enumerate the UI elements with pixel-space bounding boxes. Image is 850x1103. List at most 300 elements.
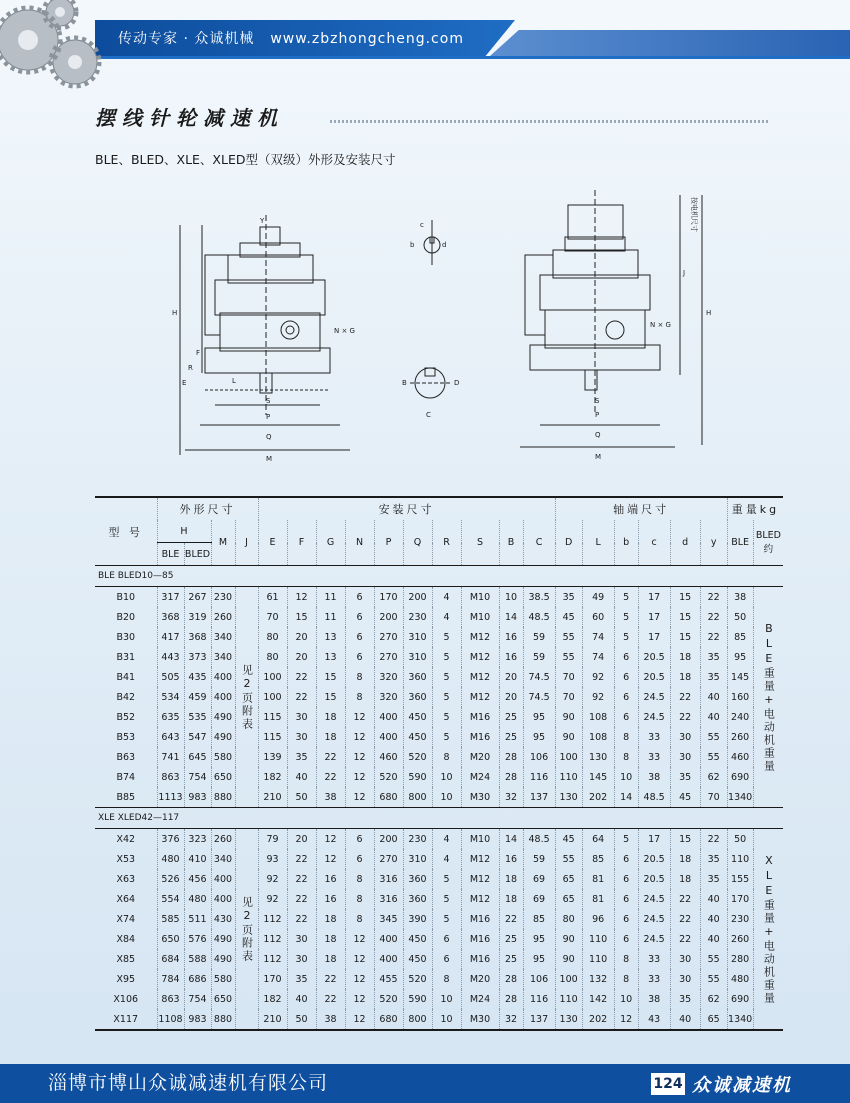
table-cell: 8 [345, 869, 374, 889]
table-cell: 800 [403, 1009, 432, 1030]
table-cell: 22 [700, 829, 727, 850]
table-cell: 33 [638, 969, 670, 989]
table-cell: 6 [345, 607, 374, 627]
table-cell: 106 [523, 969, 555, 989]
table-cell: 95 [523, 929, 555, 949]
table-row [95, 1009, 783, 1030]
table-cell: 22 [316, 989, 345, 1009]
table-cell: B20 [116, 611, 136, 623]
table-cell: 880 [211, 1009, 235, 1030]
table-cell: 108 [582, 707, 614, 727]
label-motor-size: 按电机尺寸 [690, 197, 698, 232]
label-NG-left: N × G [334, 327, 355, 335]
col-S: S [461, 520, 499, 566]
table-cell: 55 [700, 969, 727, 989]
label-Y-left: Y [260, 217, 265, 225]
page-subtitle: BLE、BLED、XLE、XLED型（双级）外形及安装尺寸 [95, 152, 396, 167]
table-cell: 800 [403, 787, 432, 808]
table-cell: 85 [727, 627, 753, 647]
table-group-row [95, 566, 783, 587]
col-M: M [211, 520, 235, 566]
table-cell: 15 [670, 587, 700, 608]
table-cell: 680 [374, 787, 403, 808]
table-cell: 18 [316, 909, 345, 929]
label-H-right: H [706, 309, 712, 317]
table-cell: 390 [403, 909, 432, 929]
table-cell: 210 [258, 1009, 287, 1030]
label-E-left: E [182, 379, 187, 387]
table-cell: 22 [670, 929, 700, 949]
table-cell: 310 [403, 627, 432, 647]
table-cell: 22 [670, 889, 700, 909]
table-cell: 505 [157, 667, 184, 687]
dimension-table-wrap [95, 496, 783, 1031]
weight-header: 重量kg [727, 497, 783, 520]
table-cell: 456 [184, 869, 211, 889]
table-cell: 585 [157, 909, 184, 929]
table-cell: 6 [614, 929, 638, 949]
table-cell: X63 [116, 873, 136, 885]
table-cell: 85 [582, 849, 614, 869]
table-cell: M24 [461, 989, 499, 1009]
table-cell: 10 [432, 767, 461, 787]
table-cell: 145 [582, 767, 614, 787]
table-cell: 48.5 [638, 787, 670, 808]
header-url[interactable]: www.zbzhongcheng.com [270, 31, 464, 47]
table-cell: M10 [461, 607, 499, 627]
table-cell: 16 [499, 647, 523, 667]
table-cell: 400 [211, 889, 235, 909]
table-cell: 880 [211, 787, 235, 808]
col-BLED-weight-label: BLED [755, 530, 781, 541]
table-cell: 49 [582, 587, 614, 608]
table-cell: 32 [499, 1009, 523, 1030]
table-cell: 17 [638, 607, 670, 627]
table-cell: 142 [582, 989, 614, 1009]
table-cell: B53 [116, 731, 136, 743]
table-cell: 38 [638, 989, 670, 1009]
table-cell: 45 [670, 787, 700, 808]
table-cell: 741 [157, 747, 184, 767]
table-cell: 108 [582, 727, 614, 747]
table-cell: 11 [316, 607, 345, 627]
table-cell: 22 [287, 667, 316, 687]
table-cell: 182 [258, 767, 287, 787]
label-Q-right: Q [595, 431, 601, 439]
table-cell: M20 [461, 969, 499, 989]
table-cell: 230 [403, 829, 432, 850]
table-cell: 210 [258, 787, 287, 808]
table-cell: 15 [287, 607, 316, 627]
table-cell: 40 [700, 889, 727, 909]
table-cell: 22 [670, 707, 700, 727]
table-row [95, 889, 783, 909]
table-cell: 6 [614, 687, 638, 707]
install-header: 安装尺寸 [258, 497, 555, 520]
table-cell: 270 [374, 849, 403, 869]
table-row [95, 969, 783, 989]
col-y: y [700, 520, 727, 566]
table-cell: 6 [614, 909, 638, 929]
table-cell: 55 [700, 949, 727, 969]
table-cell: 14 [614, 787, 638, 808]
table-cell: 22 [287, 909, 316, 929]
reducer-drawing-right [520, 190, 702, 447]
table-cell: 520 [403, 969, 432, 989]
table-cell: 110 [582, 929, 614, 949]
table-cell: 40 [700, 909, 727, 929]
table-cell: 100 [555, 747, 582, 767]
table-cell: M12 [461, 889, 499, 909]
table-cell: 12 [287, 587, 316, 608]
table-cell: 460 [374, 747, 403, 767]
table-cell: 93 [258, 849, 287, 869]
table-cell: M20 [461, 747, 499, 767]
table-cell: 270 [374, 647, 403, 667]
table-cell: 580 [211, 747, 235, 767]
table-cell: 20 [287, 627, 316, 647]
table-cell: 6 [614, 849, 638, 869]
table-cell: 200 [374, 607, 403, 627]
footer-brand: 众诚减速机 [692, 1075, 792, 1096]
label-P-right: P [595, 411, 600, 419]
table-row [95, 667, 783, 687]
table-cell: 10 [432, 787, 461, 808]
table-cell: 28 [499, 989, 523, 1009]
j-column-note: 见2页附表 [235, 829, 258, 1031]
table-cell: M10 [461, 587, 499, 608]
table-cell: 360 [403, 667, 432, 687]
table-cell: 112 [258, 909, 287, 929]
table-cell: 6 [432, 949, 461, 969]
table-cell: M10 [461, 829, 499, 850]
table-cell: 1340 [727, 1009, 753, 1030]
table-cell: 12 [345, 727, 374, 747]
table-cell: 4 [432, 607, 461, 627]
table-cell: 400 [374, 949, 403, 969]
table-row [95, 949, 783, 969]
table-cell: X95 [116, 973, 136, 985]
table-cell: 70 [700, 787, 727, 808]
table-group-row [95, 808, 783, 829]
table-cell: M16 [461, 929, 499, 949]
table-cell: M12 [461, 627, 499, 647]
table-cell: 267 [184, 587, 211, 608]
table-cell: 12 [345, 969, 374, 989]
table-cell: 6 [614, 869, 638, 889]
table-cell: 400 [374, 727, 403, 747]
col-d: d [670, 520, 700, 566]
table-cell: 360 [403, 687, 432, 707]
table-cell: B31 [116, 651, 136, 663]
table-cell: 20.5 [638, 849, 670, 869]
table-cell: 400 [211, 869, 235, 889]
table-cell: 490 [211, 707, 235, 727]
table-cell: 160 [727, 687, 753, 707]
table-cell: 459 [184, 687, 211, 707]
table-cell: 30 [670, 969, 700, 989]
col-B: B [499, 520, 523, 566]
table-cell: 74.5 [523, 667, 555, 687]
table-cell: 6 [614, 667, 638, 687]
table-cell: 6 [345, 849, 374, 869]
table-cell: 24.5 [638, 909, 670, 929]
table-cell: B85 [116, 791, 136, 803]
table-cell: 22 [316, 767, 345, 787]
table-cell: 10 [432, 1009, 461, 1030]
table-cell: 130 [555, 1009, 582, 1030]
col-J: J [235, 520, 258, 566]
table-cell: 490 [211, 727, 235, 747]
table-cell: 59 [523, 849, 555, 869]
table-cell: 554 [157, 889, 184, 909]
table-cell: 25 [499, 929, 523, 949]
table-cell: 863 [157, 767, 184, 787]
table-cell: M12 [461, 869, 499, 889]
table-cell: 55 [555, 627, 582, 647]
table-cell: 18 [670, 667, 700, 687]
table-cell: 22 [670, 687, 700, 707]
table-cell: 490 [211, 929, 235, 949]
weight-note: BLE重量+电动机重量 [753, 587, 783, 808]
label-F-left: F [196, 349, 201, 357]
table-cell: B63 [116, 751, 136, 763]
table-cell: M12 [461, 647, 499, 667]
label-D: D [454, 379, 460, 387]
header-tagline-text: 传动专家 · 众诚机械 [118, 31, 255, 47]
table-cell: 35 [700, 647, 727, 667]
table-cell: 17 [638, 587, 670, 608]
table-cell: 526 [157, 869, 184, 889]
table-cell: 310 [403, 647, 432, 667]
table-cell: 8 [345, 889, 374, 909]
table-cell: 400 [374, 929, 403, 949]
table-cell: 535 [184, 707, 211, 727]
table-cell: 74 [582, 627, 614, 647]
table-cell: 12 [316, 829, 345, 850]
table-cell: 100 [258, 667, 287, 687]
table-cell: X84 [116, 933, 136, 945]
table-cell: 5 [432, 687, 461, 707]
table-cell: 155 [727, 869, 753, 889]
label-M-right: M [595, 453, 602, 461]
label-H-left: H [172, 309, 178, 317]
table-cell: 95 [727, 647, 753, 667]
table-cell: 35 [700, 869, 727, 889]
table-cell: M16 [461, 909, 499, 929]
table-cell: 450 [403, 949, 432, 969]
col-Q: Q [403, 520, 432, 566]
table-cell: 373 [184, 647, 211, 667]
table-cell: 368 [157, 607, 184, 627]
table-cell: 25 [499, 707, 523, 727]
table-cell: 10 [614, 767, 638, 787]
table-cell: 754 [184, 767, 211, 787]
table-cell: 368 [184, 627, 211, 647]
table-cell: 588 [184, 949, 211, 969]
table-row [95, 627, 783, 647]
table-cell: 10 [614, 989, 638, 1009]
table-cell: 20.5 [638, 647, 670, 667]
table-cell: 8 [432, 747, 461, 767]
label-J-right: J [683, 269, 686, 277]
table-cell: 280 [727, 949, 753, 969]
table-cell: 33 [638, 949, 670, 969]
table-cell: 14 [499, 607, 523, 627]
table-cell: 33 [638, 747, 670, 767]
label-M-left: M [266, 455, 273, 463]
table-cell: 6 [614, 647, 638, 667]
table-cell: 410 [184, 849, 211, 869]
table-cell: 18 [316, 929, 345, 949]
table-cell: 547 [184, 727, 211, 747]
table-cell: 4 [432, 829, 461, 850]
table-cell: 11 [316, 587, 345, 608]
table-cell: 18 [316, 707, 345, 727]
table-cell: 70 [258, 607, 287, 627]
table-cell: 92 [258, 889, 287, 909]
table-cell: 80 [258, 647, 287, 667]
table-cell: 24.5 [638, 889, 670, 909]
table-cell: 60 [582, 607, 614, 627]
table-cell: 260 [727, 929, 753, 949]
model-header: 型 号 [108, 525, 143, 539]
label-Q-left: Q [266, 433, 272, 441]
table-cell: 435 [184, 667, 211, 687]
table-cell: 22 [287, 849, 316, 869]
label-P-left: P [266, 413, 271, 421]
table-cell: 417 [157, 627, 184, 647]
table-cell: 15 [316, 667, 345, 687]
table-cell: 16 [316, 869, 345, 889]
table-cell: 32 [499, 787, 523, 808]
table-cell: 22 [287, 889, 316, 909]
table-cell: 30 [287, 949, 316, 969]
table-cell: 74 [582, 647, 614, 667]
table-cell: 260 [727, 727, 753, 747]
label-B: B [402, 379, 407, 387]
table-cell: 137 [523, 1009, 555, 1030]
table-cell: 4 [432, 849, 461, 869]
table-cell: 5 [432, 869, 461, 889]
table-cell: 59 [523, 647, 555, 667]
table-cell: 14 [499, 829, 523, 850]
col-G: G [316, 520, 345, 566]
table-cell: 35 [670, 767, 700, 787]
table-cell: 12 [345, 747, 374, 767]
col-b: b [614, 520, 638, 566]
table-cell: 80 [555, 909, 582, 929]
table-cell: 35 [700, 849, 727, 869]
table-row [95, 647, 783, 667]
table-cell: 130 [555, 787, 582, 808]
table-cell: 112 [258, 949, 287, 969]
table-cell: 520 [403, 747, 432, 767]
table-cell: M16 [461, 707, 499, 727]
table-cell: 520 [374, 989, 403, 1009]
table-cell: 320 [374, 667, 403, 687]
table-row [95, 727, 783, 747]
table-cell: 40 [700, 687, 727, 707]
label-S-right: S [595, 397, 600, 405]
table-cell: 92 [258, 869, 287, 889]
header-rule [95, 56, 850, 59]
table-cell: 110 [555, 989, 582, 1009]
table-cell: 15 [670, 627, 700, 647]
table-cell: 116 [523, 767, 555, 787]
table-row [95, 909, 783, 929]
table-cell: 8 [614, 949, 638, 969]
table-cell: 22 [287, 869, 316, 889]
table-cell: 480 [157, 849, 184, 869]
table-cell: 22 [700, 627, 727, 647]
table-cell: 35 [287, 747, 316, 767]
table-cell: 110 [727, 849, 753, 869]
table-cell: 65 [555, 889, 582, 909]
table-cell: 240 [727, 707, 753, 727]
table-cell: 450 [403, 707, 432, 727]
table-cell: 10 [499, 587, 523, 608]
table-cell: 643 [157, 727, 184, 747]
table-cell: 400 [211, 687, 235, 707]
table-cell: 40 [287, 767, 316, 787]
col-P: P [374, 520, 403, 566]
table-cell: 6 [432, 929, 461, 949]
table-cell: 686 [184, 969, 211, 989]
col-D: D [555, 520, 582, 566]
table-cell: 260 [211, 607, 235, 627]
bled-note: 约 [763, 544, 774, 555]
table-cell: 1340 [727, 787, 753, 808]
table-cell: 340 [211, 647, 235, 667]
table-cell: 13 [316, 627, 345, 647]
table-cell: 70 [555, 667, 582, 687]
label-NG-right: N × G [650, 321, 671, 329]
table-cell: 95 [523, 949, 555, 969]
table-cell: 50 [287, 787, 316, 808]
table-cell: 30 [670, 747, 700, 767]
group-label: BLE BLED10—85 [95, 566, 783, 587]
outline-header: 外形尺寸 [157, 497, 258, 520]
table-cell: 28 [499, 747, 523, 767]
table-cell: 24.5 [638, 687, 670, 707]
table-cell: 110 [555, 767, 582, 787]
weight-note: XLE重量+电动机重量 [753, 829, 783, 1031]
table-cell: M12 [461, 687, 499, 707]
table-cell: 65 [555, 869, 582, 889]
table-cell: X85 [116, 953, 136, 965]
table-cell: 35 [700, 667, 727, 687]
table-cell: 59 [523, 627, 555, 647]
table-cell: 376 [157, 829, 184, 850]
table-cell: 55 [700, 727, 727, 747]
table-cell: 12 [614, 1009, 638, 1030]
table-cell: 40 [287, 989, 316, 1009]
footer-company: 淄博市博山众诚减速机有限公司 [48, 1072, 329, 1094]
table-cell: 534 [157, 687, 184, 707]
table-cell: 360 [403, 869, 432, 889]
table-cell: 1108 [157, 1009, 184, 1030]
table-cell: X74 [116, 913, 136, 925]
table-cell: 65 [700, 1009, 727, 1030]
table-cell: 5 [614, 587, 638, 608]
col-H-BLE: BLE [157, 543, 184, 566]
table-cell: 10 [432, 989, 461, 1009]
table-cell: 170 [727, 889, 753, 909]
table-cell: 15 [670, 607, 700, 627]
table-cell: 30 [670, 727, 700, 747]
table-row [95, 787, 783, 808]
